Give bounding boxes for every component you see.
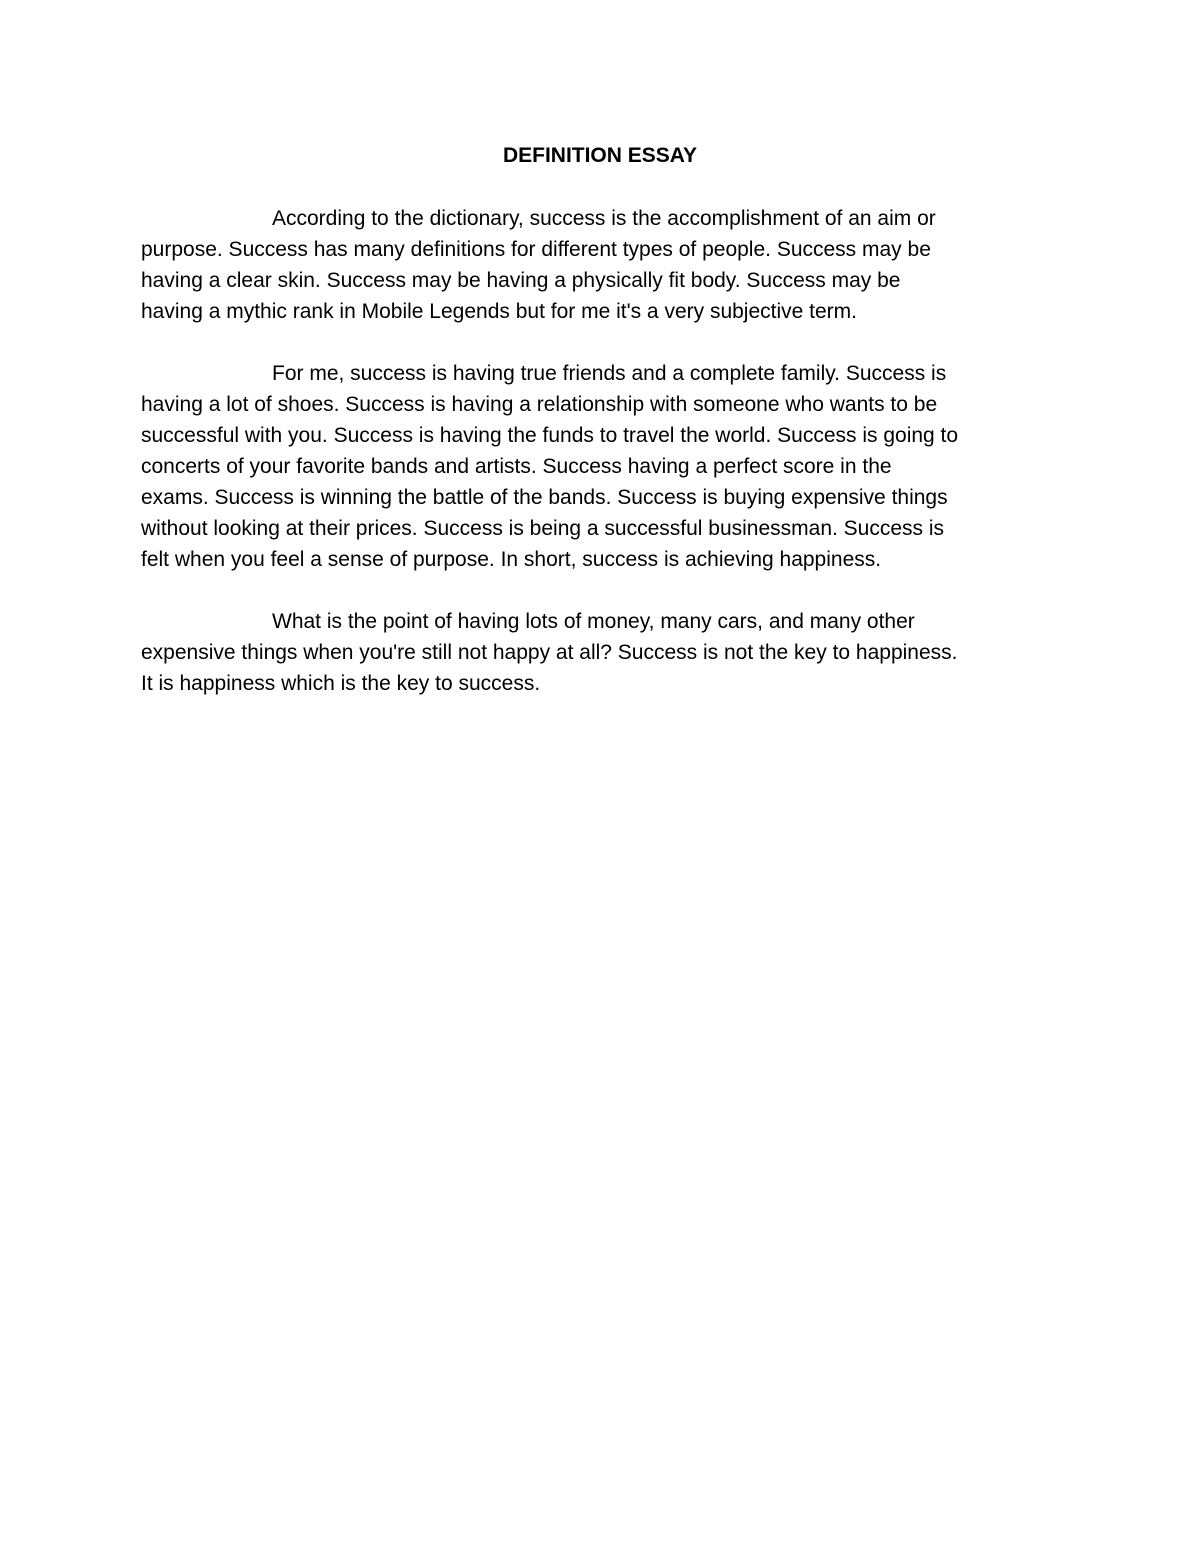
paragraph-line: concerts of your favorite bands and artists. Success having a perfect score in the [141,455,892,478]
paragraph-1 [141,203,1081,327]
paragraph-line: having a mythic rank in Mobile Legends but for me it's a very subjective term. [141,300,857,323]
paragraph-line: having a lot of shoes. Success is having a relationship with someone who wants to be [141,393,938,416]
paragraph-line: successful with you. Success is having the funds to travel the world. Success is going to [141,424,959,447]
paragraph-line: According to the dictionary, success is the accomplishment of an aim or [272,207,936,230]
paragraph-3 [141,606,1081,699]
paragraph-line: felt when you feel a sense of purpose. In short, success is achieving happiness. [141,548,882,571]
paragraph-line: having a clear skin. Success may be having a physically fit body. Success may be [141,269,901,292]
paragraph-line: expensive things when you're still not happy at all? Success is not the key to happiness. [141,641,958,664]
paragraph-line: exams. Success is winning the battle of the bands. Success is buying expensive things [141,486,948,509]
paragraph-line: without looking at their prices. Success is being a successful businessman. Success is [141,517,945,540]
paragraph-line: What is the point of having lots of money, many cars, and many other [272,610,915,633]
paragraph-line: purpose. Success has many definitions for different types of people. Success may be [141,238,931,261]
essay-title: DEFINITION ESSAY [502,144,698,167]
paragraph-2 [141,358,1081,575]
paragraph-line: For me, success is having true friends and a complete family. Success is [272,362,947,385]
paragraph-line: It is happiness which is the key to success. [141,672,541,695]
